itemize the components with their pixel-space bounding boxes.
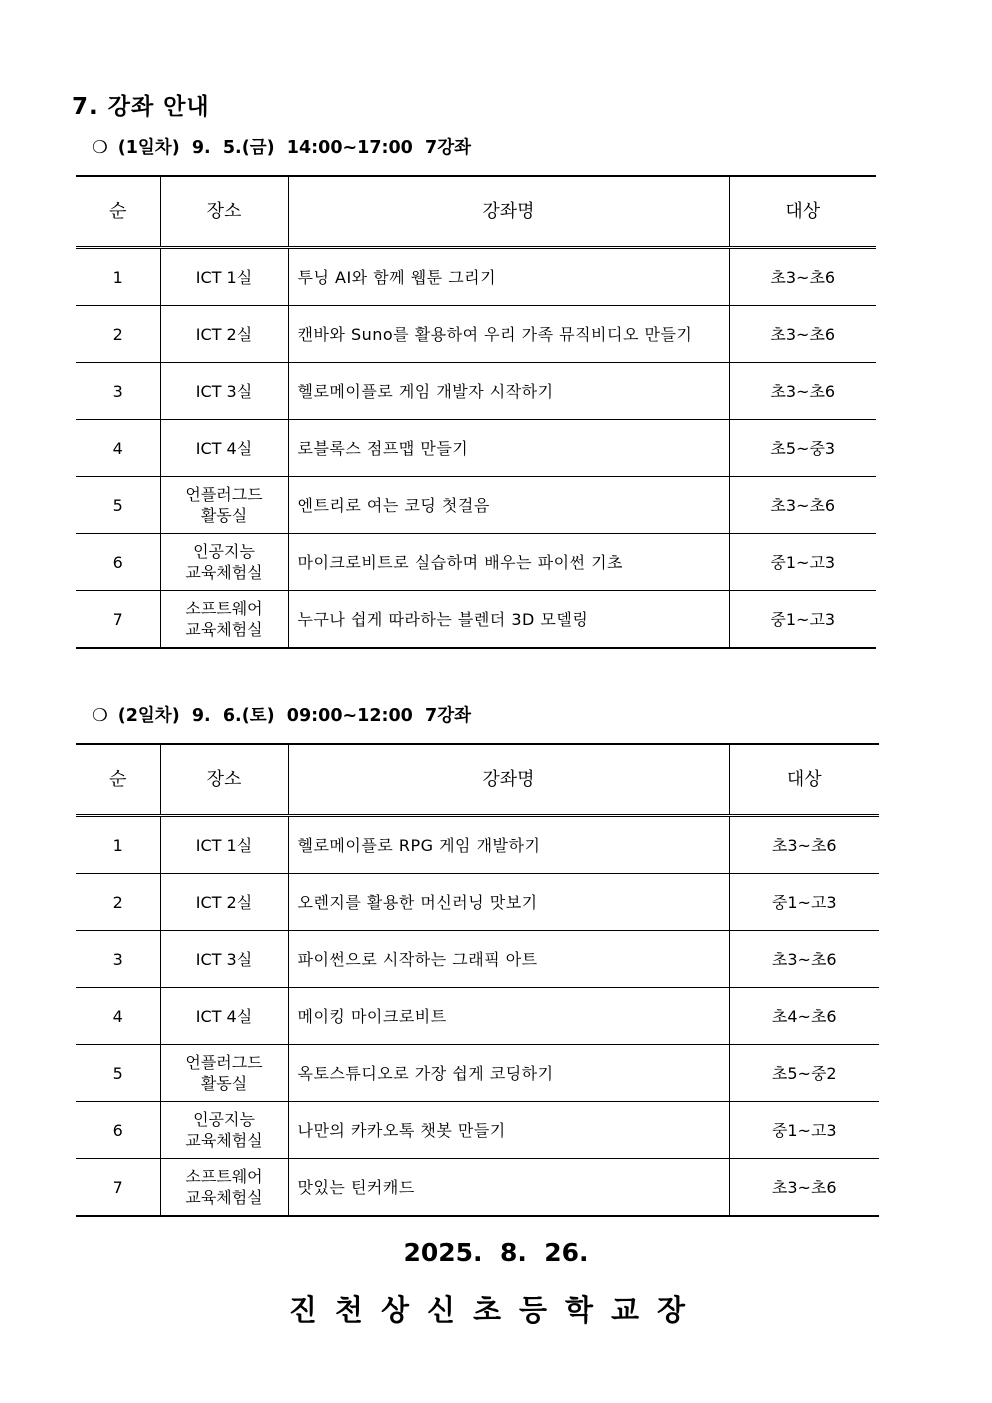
table-header-row — [76, 176, 876, 248]
row-target: 중1~고3 — [729, 534, 876, 591]
place-line: 소프트웨어 — [185, 599, 263, 618]
table-row — [76, 477, 876, 534]
document-date: 2025. 8. 26. — [403, 1238, 589, 1267]
row-number: 3 — [76, 363, 160, 420]
row-place — [160, 988, 288, 1045]
place-line: ICT 4실 — [195, 438, 253, 458]
table-row — [76, 816, 879, 874]
row-place — [160, 874, 288, 931]
place-line: 활동실 — [200, 1074, 248, 1093]
col-header-target: 대상 — [729, 176, 876, 248]
session-2-label: (2일차) 9. 6.(토) 09:00~12:00 7강좌 — [117, 706, 472, 726]
circle-bullet-icon: ❍ — [92, 138, 108, 158]
row-place — [160, 420, 288, 477]
row-place — [160, 477, 288, 534]
session-1-table — [76, 175, 876, 649]
row-number: 4 — [76, 420, 160, 477]
place-line: ICT 1실 — [195, 835, 253, 855]
col-header-no: 순 — [76, 744, 160, 816]
col-header-place: 장소 — [160, 744, 288, 816]
row-place — [160, 1045, 288, 1102]
row-target: 초3~초6 — [729, 1159, 879, 1217]
row-target: 초3~초6 — [729, 363, 876, 420]
row-number: 5 — [76, 477, 160, 534]
row-place — [160, 1159, 288, 1217]
section-heading: 7. 강좌 안내 — [72, 94, 210, 120]
session-2-header — [92, 702, 471, 727]
row-target: 초3~초6 — [729, 306, 876, 363]
table-row — [76, 1102, 879, 1159]
table-row — [76, 1159, 879, 1217]
row-place — [160, 931, 288, 988]
table-row — [76, 363, 876, 420]
table-row — [76, 591, 876, 649]
row-course-title: 옥토스튜디오로 가장 쉽게 코딩하기 — [288, 1045, 729, 1102]
row-target: 중1~고3 — [729, 874, 879, 931]
row-number: 4 — [76, 988, 160, 1045]
place-line: 인공지능 — [193, 542, 255, 561]
place-line: 교육체험실 — [185, 1188, 263, 1207]
row-target: 초3~초6 — [729, 816, 879, 874]
circle-bullet-icon: ❍ — [92, 706, 108, 726]
row-target: 중1~고3 — [729, 591, 876, 649]
table-header-row — [76, 744, 879, 816]
row-number: 6 — [76, 534, 160, 591]
row-target: 초3~초6 — [729, 248, 876, 306]
place-line: 교육체험실 — [185, 563, 263, 582]
row-course-title: 오렌지를 활용한 머신러닝 맛보기 — [288, 874, 729, 931]
row-course-title: 나만의 카카오톡 챗봇 만들기 — [288, 1102, 729, 1159]
session-1-header — [92, 134, 471, 159]
place-line: 활동실 — [200, 506, 248, 525]
table-row — [76, 874, 879, 931]
table-row — [76, 1045, 879, 1102]
row-course-title: 헬로메이플로 RPG 게임 개발하기 — [288, 816, 729, 874]
row-place — [160, 1102, 288, 1159]
place-line: 교육체험실 — [185, 620, 263, 639]
col-header-no: 순 — [76, 176, 160, 248]
row-place — [160, 591, 288, 649]
place-line: 인공지능 — [193, 1110, 255, 1129]
school-principal-signature: 진천상신초등학교장 — [288, 1293, 704, 1327]
place-line: 소프트웨어 — [185, 1167, 263, 1186]
row-target: 초5~중2 — [729, 1045, 879, 1102]
row-course-title: 헬로메이플로 게임 개발자 시작하기 — [288, 363, 729, 420]
row-course-title: 맛있는 틴커캐드 — [288, 1159, 729, 1217]
row-number: 7 — [76, 591, 160, 649]
place-line: ICT 2실 — [195, 892, 253, 912]
row-course-title: 투닝 AI와 함께 웹툰 그리기 — [288, 248, 729, 306]
session-2-table — [76, 743, 879, 1217]
row-number: 5 — [76, 1045, 160, 1102]
row-place — [160, 816, 288, 874]
row-course-title: 마이크로비트로 실습하며 배우는 파이썬 기초 — [288, 534, 729, 591]
row-target: 초5~중3 — [729, 420, 876, 477]
place-line: 언플러그드 — [185, 485, 263, 504]
place-line: ICT 3실 — [195, 949, 253, 969]
col-header-target: 대상 — [729, 744, 879, 816]
col-header-title: 강좌명 — [288, 176, 729, 248]
row-number: 1 — [76, 816, 160, 874]
row-number: 2 — [76, 306, 160, 363]
row-course-title: 파이썬으로 시작하는 그래픽 아트 — [288, 931, 729, 988]
table-row — [76, 534, 876, 591]
row-place — [160, 534, 288, 591]
row-course-title: 캔바와 Suno를 활용하여 우리 가족 뮤직비디오 만들기 — [288, 306, 729, 363]
place-line: 교육체험실 — [185, 1131, 263, 1150]
table-row — [76, 988, 879, 1045]
row-number: 2 — [76, 874, 160, 931]
row-course-title: 로블록스 점프맵 만들기 — [288, 420, 729, 477]
table-row — [76, 931, 879, 988]
row-target: 초3~초6 — [729, 477, 876, 534]
row-target: 중1~고3 — [729, 1102, 879, 1159]
session-1-label: (1일차) 9. 5.(금) 14:00~17:00 7강좌 — [117, 138, 472, 158]
row-number: 3 — [76, 931, 160, 988]
row-number: 7 — [76, 1159, 160, 1217]
row-number: 6 — [76, 1102, 160, 1159]
row-target: 초3~초6 — [729, 931, 879, 988]
row-course-title: 누구나 쉽게 따라하는 블렌더 3D 모델링 — [288, 591, 729, 649]
place-line: ICT 3실 — [195, 381, 253, 401]
row-course-title: 메이킹 마이크로비트 — [288, 988, 729, 1045]
row-number: 1 — [76, 248, 160, 306]
table-row — [76, 420, 876, 477]
row-target: 초4~초6 — [729, 988, 879, 1045]
place-line: ICT 1실 — [195, 267, 253, 287]
row-place — [160, 363, 288, 420]
place-line: ICT 4실 — [195, 1006, 253, 1026]
table-row — [76, 248, 876, 306]
row-course-title: 엔트리로 여는 코딩 첫걸음 — [288, 477, 729, 534]
place-line: 언플러그드 — [185, 1053, 263, 1072]
col-header-title: 강좌명 — [288, 744, 729, 816]
row-place — [160, 248, 288, 306]
col-header-place: 장소 — [160, 176, 288, 248]
place-line: ICT 2실 — [195, 324, 253, 344]
table-row — [76, 306, 876, 363]
row-place — [160, 306, 288, 363]
